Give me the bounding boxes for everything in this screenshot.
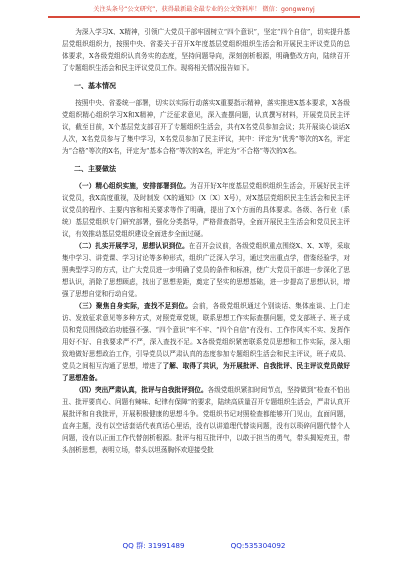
method-3-lead: （三）聚焦自身实际，查找不足到位。 bbox=[75, 302, 193, 310]
footer-qq: QQ:535304092 bbox=[230, 541, 286, 550]
method-4-lead: （四）突出严肃认真，批评与自我批评到位。 bbox=[75, 386, 208, 394]
method-paragraph-2 bbox=[62, 240, 350, 300]
footer-contact bbox=[0, 541, 408, 557]
method-1-lead: （一）精心组织实施，安排部署到位。 bbox=[75, 182, 190, 190]
footer-qq-group: QQ 群: 31991489 bbox=[122, 541, 185, 550]
method-2-text: 在召开会议前，各级党组织重点围绕X、X、X等，采取集中学习、讲党课、学习讨论等多种形式，组织广泛深入学习，通过突出重点学，借鉴经验学，对照典型学习的方式，让广大党员进一步明确了党员的条件和标准，使广大党员干部进一步深化了思想认识，消除了思想顾虑，找出了思想差距，奠定了坚实的思想基础，进一步提高了思想认识，增强了思想自觉和行动自觉。 bbox=[62, 242, 350, 298]
banner-text: 关注头条号“公文研究”，获得最新最全最专业的公文资料库！ 微信：gongwenyj bbox=[93, 5, 315, 13]
method-3-strong: 了解、取得了共识，为开展批评、自我批评、民主评议党员做好了思想准备。 bbox=[62, 362, 351, 382]
header-banner bbox=[48, 0, 360, 18]
section-heading-methods: 二、主要做法 bbox=[74, 165, 116, 173]
method-1-text: 为召开好X年度基层党组织组织生活会，开展好民主评议党员，我X高度重视，及时制发《X的通知》（X〔X〕X号），对X基层党组织民主生活会和民主评议党员的程序、主要内容和相关要求等作了明确，提出了X个方面的具体要求。各级、各行业（系统）基层党组织专门研究部署，强化分类指导，严格督查指导，全面开展民主生活会和党员民主评议，有效推动基层党组织建设全面进步全面过硬。 bbox=[62, 182, 350, 238]
method-2-lead: （二）扎实开展学习，思想认识到位。 bbox=[75, 242, 189, 250]
method-3-text: 会前，各级党组织通过个别谈话、集体座谈、上门走访、发放征求意见等多种方式，对照党章党规，联系思想工作实际查摆问题，党支部班子、班子成员和党员围绕政治功能强不强、“四个意识”牢不牢、“四个自信”有没有、工作作风实不实、发挥作用好不好、自我要求严不严，深入查找不足。X各级党组织紧密联系党员思想和工作实际，深入细致地做好思想政治工作，引导党员以严肃认真的态度参加专题组织生活会和民主评议，班子成员、党员之间相互沟通了思想，增进了 bbox=[62, 302, 351, 370]
method-paragraph-4 bbox=[62, 384, 350, 456]
method-4-text: 各级党组织紧扣时间节点，坚持做到“检查不怕出丑、批评要真心、问题有辣味、纪律有保障”的要求，陆续高质量召开专题组织生活会，严肃认真开展批评和自我批评，开展积极健康的思想斗争。党组织书记对照检查都能够开门见山，直面问题，直奔主题，没有以空话套话代表真话心里话，没有以讲道理代替谈问题，没有以琐碎问题代替个人问题，没有以正面工作代替剖析根源。批评与相互批评中，以敢于担当的勇气，带头揭短亮丑，带头剖析思想，表明立场，带头以坦荡胸怀欢迎接受批 bbox=[62, 386, 351, 454]
basic-paragraph: 按照中央、省委统一部署，切实以实际行动落实X重要指示精神，落实推进X基本要求，X各级党组织精心组织学习X和X精神，广泛征求意见，深入查摆问题，认真撰写材料，开展党员民主评议，截至目前，X个基层党支部召开了专题组织生活会，共有X名党员参加会议；共开展谈心谈话X人次，X名党员参与了集中学习，X名党员参加了民主评议，其中：评定为“优秀”等次的X名，评定为“合格”等次的X名，评定为“基本合格”等次的X名，评定为“不合格”等次的X名。 bbox=[62, 99, 350, 155]
method-paragraph-3 bbox=[62, 300, 350, 384]
method-paragraph-1 bbox=[62, 180, 350, 240]
intro-paragraph: 为深入学习X、X精神，引领广大党员干部牢固树立“四个意识”，坚定“四个自信”，切实提升基层党组织组织力，按照中央、省委关于召开X年度基层党组织组织生活会和开展民主评议党员的总体要求，X各级党组织认真务实的态度，坚持问题导向，深刻剖析根源，明确整改方向，陆续召开了专题组织生活会和民主评议党员工作。现将相关情况报告如下。 bbox=[62, 28, 350, 72]
section-heading-basic: 一、基本情况 bbox=[74, 82, 116, 90]
document-body bbox=[62, 26, 350, 456]
